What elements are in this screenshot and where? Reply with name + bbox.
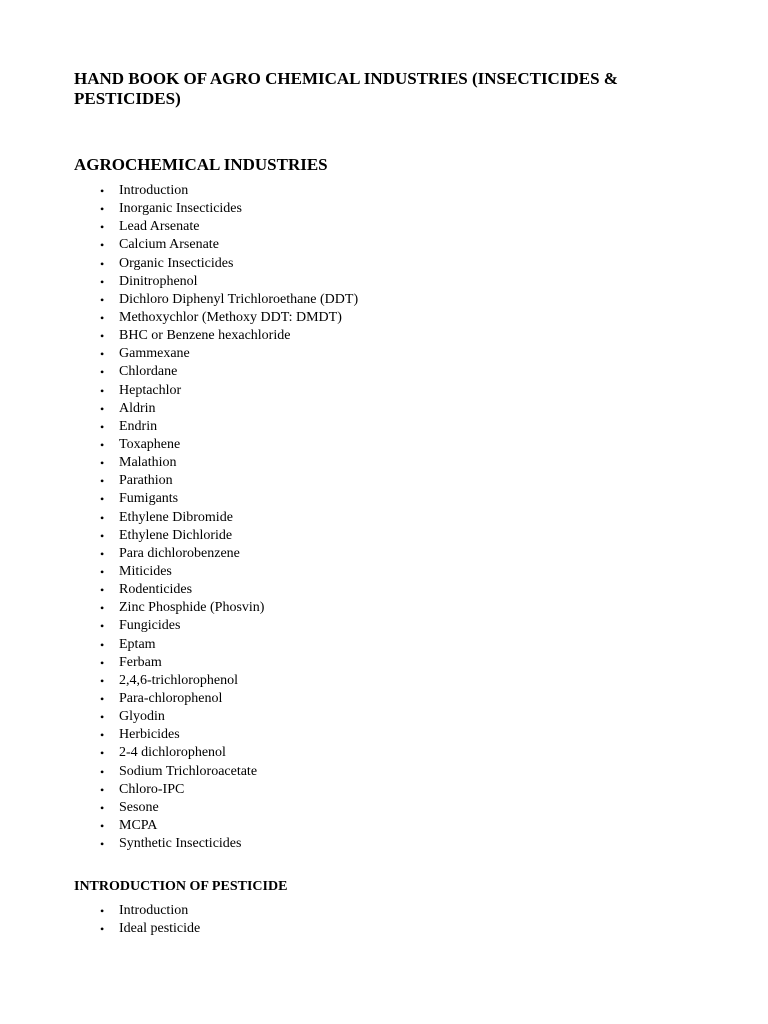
list-item-label: Rodenticides <box>119 582 193 598</box>
list-item <box>100 654 358 672</box>
list-item-label: Ethylene Dibromide <box>119 509 233 525</box>
bullet-icon: • <box>100 673 105 688</box>
list-item <box>100 902 200 920</box>
list-item-label: Methoxychlor (Methoxy DDT: DMDT) <box>119 309 342 325</box>
bullet-icon: • <box>100 710 105 725</box>
list-item <box>100 236 358 254</box>
list-item-label: Ferbam <box>119 654 162 670</box>
list-item-label: Heptachlor <box>119 382 182 398</box>
bullet-icon: • <box>100 292 105 307</box>
list-item-label: Inorganic Insecticides <box>119 201 242 217</box>
list-item-label: Para dichlorobenzene <box>119 545 240 561</box>
bullet-icon: • <box>100 564 105 579</box>
list-item-label: 2-4 dichlorophenol <box>119 745 226 761</box>
bullet-icon: • <box>100 746 105 761</box>
list-item <box>100 545 358 563</box>
list-item <box>100 509 358 527</box>
bullet-icon: • <box>100 583 105 598</box>
list-item-label: Fungicides <box>119 618 181 634</box>
list-item-label: BHC or Benzene hexachloride <box>119 328 291 344</box>
bullet-icon: • <box>100 764 105 779</box>
list-item <box>100 708 358 726</box>
bullet-icon: • <box>100 184 105 198</box>
bullet-icon: • <box>100 329 105 344</box>
list-item-label: Sesone <box>119 799 159 815</box>
list-item <box>100 363 358 381</box>
list-item-label: Malathion <box>119 455 177 471</box>
list-item-label: Calcium Arsenate <box>119 237 219 253</box>
list-item-label: MCPA <box>119 817 158 833</box>
list-item-label: Ideal pesticide <box>119 921 201 937</box>
list-item-label: Herbicides <box>119 727 180 743</box>
list-item-label: Chloro-IPC <box>119 781 185 797</box>
list-item <box>100 636 358 654</box>
bullet-icon: • <box>100 601 105 616</box>
list-item-label: Aldrin <box>119 400 156 416</box>
bullet-icon: • <box>100 837 105 852</box>
list-item <box>100 454 358 472</box>
bullet-icon: • <box>100 782 105 797</box>
bullet-icon: • <box>100 220 105 235</box>
list-item <box>100 690 358 708</box>
agrochemical-industries-list <box>100 182 358 853</box>
list-item <box>100 599 358 617</box>
list-item-label: Para-chlorophenol <box>119 690 223 706</box>
list-item-label: 2,4,6-trichlorophenol <box>119 672 238 688</box>
list-item <box>100 218 358 236</box>
list-item <box>100 200 358 218</box>
list-item-label: Chlordane <box>119 364 178 380</box>
bullet-icon: • <box>100 728 105 743</box>
list-item-label: Parathion <box>119 473 173 489</box>
list-item-label: Eptam <box>119 636 156 652</box>
list-item <box>100 581 358 599</box>
list-item-label: Organic Insecticides <box>119 255 234 271</box>
list-item <box>100 817 358 835</box>
list-item-label: Dinitrophenol <box>119 273 198 289</box>
bullet-icon: • <box>100 655 105 670</box>
list-item <box>100 781 358 799</box>
list-item <box>100 726 358 744</box>
bullet-icon: • <box>100 365 105 380</box>
list-item-label: Ethylene Dichloride <box>119 527 233 543</box>
list-item <box>100 490 358 508</box>
list-item-label: Toxaphene <box>119 436 181 452</box>
bullet-icon: • <box>100 691 105 706</box>
list-item-label: Zinc Phosphide (Phosvin) <box>119 600 265 616</box>
list-item <box>100 835 358 853</box>
bullet-icon: • <box>100 274 105 289</box>
list-item <box>100 563 358 581</box>
list-item <box>100 920 200 938</box>
list-item-label: Lead Arsenate <box>119 219 200 235</box>
document-title: HAND BOOK OF AGRO CHEMICAL INDUSTRIES (INSECTICIDES & PESTICIDES) <box>74 69 618 108</box>
bullet-icon: • <box>100 383 105 398</box>
list-item <box>100 672 358 690</box>
list-item-label: Dichloro Diphenyl Trichloroethane (DDT) <box>119 291 359 307</box>
bullet-icon: • <box>100 528 105 543</box>
list-item <box>100 255 358 273</box>
bullet-icon: • <box>100 800 105 815</box>
bullet-icon: • <box>100 619 105 634</box>
bullet-icon: • <box>100 437 105 452</box>
bullet-icon: • <box>100 256 105 271</box>
list-item <box>100 436 358 454</box>
bullet-icon: • <box>100 492 105 507</box>
list-item <box>100 472 358 490</box>
bullet-icon: • <box>100 904 105 918</box>
list-item <box>100 291 358 309</box>
list-item-label: Introduction <box>119 903 189 918</box>
bullet-icon: • <box>100 347 105 362</box>
bullet-icon: • <box>100 474 105 489</box>
list-item-label: Sodium Trichloroacetate <box>119 763 258 779</box>
list-item <box>100 763 358 781</box>
list-item-label: Endrin <box>119 418 158 434</box>
list-item-label: Synthetic Insecticides <box>119 836 242 852</box>
list-item-label: Gammexane <box>119 346 190 362</box>
list-item <box>100 400 358 418</box>
bullet-icon: • <box>100 419 105 434</box>
bullet-icon: • <box>100 238 105 253</box>
bullet-icon: • <box>100 818 105 833</box>
list-item <box>100 418 358 436</box>
bullet-icon: • <box>100 202 105 217</box>
list-item <box>100 309 358 327</box>
list-item <box>100 744 358 762</box>
introduction-of-pesticide-list <box>100 902 200 938</box>
bullet-icon: • <box>100 546 105 561</box>
section-heading-agrochemical-industries: AGROCHEMICAL INDUSTRIES <box>74 155 328 174</box>
bullet-icon: • <box>100 401 105 416</box>
bullet-icon: • <box>100 510 105 525</box>
list-item <box>100 382 358 400</box>
list-item <box>100 345 358 363</box>
bullet-icon: • <box>100 310 105 325</box>
list-item-label: Introduction <box>119 183 189 198</box>
bullet-icon: • <box>100 922 105 937</box>
list-item <box>100 617 358 635</box>
list-item <box>100 182 358 200</box>
list-item <box>100 327 358 345</box>
list-item-label: Miticides <box>119 563 172 579</box>
bullet-icon: • <box>100 637 105 652</box>
section-heading-introduction-of-pesticide: INTRODUCTION OF PESTICIDE <box>74 879 288 894</box>
list-item <box>100 527 358 545</box>
bullet-icon: • <box>100 456 105 471</box>
list-item-label: Glyodin <box>119 709 165 725</box>
list-item <box>100 273 358 291</box>
list-item <box>100 799 358 817</box>
list-item-label: Fumigants <box>119 491 179 507</box>
